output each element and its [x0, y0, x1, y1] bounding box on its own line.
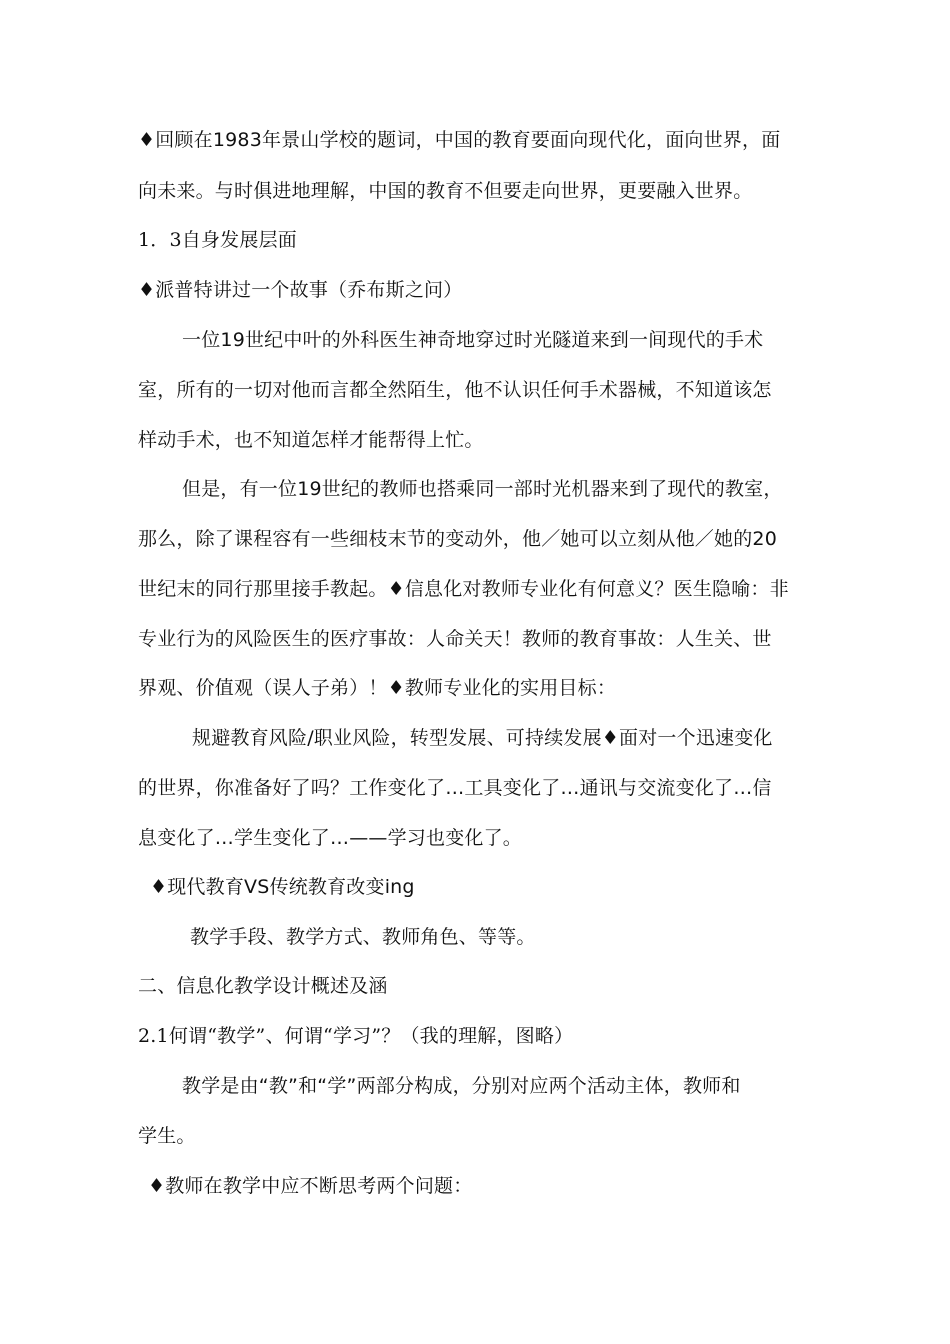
text-line-6: 室，所有的一切对他而言都全然陌生，他不认识任何手术器械，不知道该怎 [138, 379, 772, 401]
text-line-7: 样动手术，也不知道怎样才能帮得上忙。 [138, 429, 484, 451]
text-line-13: 规避教育风险/职业风险，转型发展、可持续发展♦面对一个迅速变化 [192, 727, 773, 749]
text-line-9: 那么，除了课程容有一些细枝末节的变动外，他／她可以立刻从他／她的20 [138, 528, 777, 550]
text-line-1: ♦回顾在1983年景山学校的题词，中国的教育要面向现代化，面向世界，面 [138, 129, 781, 151]
text-line-2: 向未来。与时俱进地理解，中国的教育不但要走向世界，更要融入世界。 [138, 180, 753, 202]
text-line-12: 界观、价值观（误人子弟）！♦教师专业化的实用目标： [138, 677, 617, 699]
text-line-15: 息变化了…学生变化了…——学习也变化了。 [138, 827, 523, 849]
text-line-14: 的世界，你准备好了吗？工作变化了…工具变化了…通讯与交流变化了…信 [138, 777, 772, 799]
text-line-4: ♦派普特讲过一个故事（乔布斯之问） [138, 279, 463, 301]
text-line-21: 学生。 [138, 1125, 196, 1147]
section-heading-2: 二、信息化教学设计概述及涵 [138, 975, 388, 997]
text-line-17: 教学手段、教学方式、教师角色、等等。 [190, 926, 536, 948]
text-line-20: 教学是由“教”和“学”两部分构成，分别对应两个活动主体，教师和 [182, 1075, 741, 1097]
text-line-11: 专业行为的风险医生的医疗事故：人命关天！教师的教育事故：人生关、世 [138, 628, 772, 650]
text-line-22: ♦教师在教学中应不断思考两个问题： [148, 1175, 473, 1197]
text-line-5: 一位19世纪中叶的外科医生神奇地穿过时光隧道来到一间现代的手术 [182, 329, 764, 351]
text-line-16: ♦现代教育VS传统教育改变ing [150, 876, 415, 898]
section-heading-1-3: 1．3自身发展层面 [138, 229, 297, 251]
text-line-8: 但是，有一位19世纪的教师也搭乘同一部时光机器来到了现代的教室， [182, 478, 783, 500]
section-heading-2-1: 2.1何谓“教学”、何谓“学习”？（我的理解，图略） [138, 1025, 574, 1047]
text-line-10: 世纪末的同行那里接手教起。♦信息化对教师专业化有何意义？医生隐喻：非 [138, 578, 789, 600]
